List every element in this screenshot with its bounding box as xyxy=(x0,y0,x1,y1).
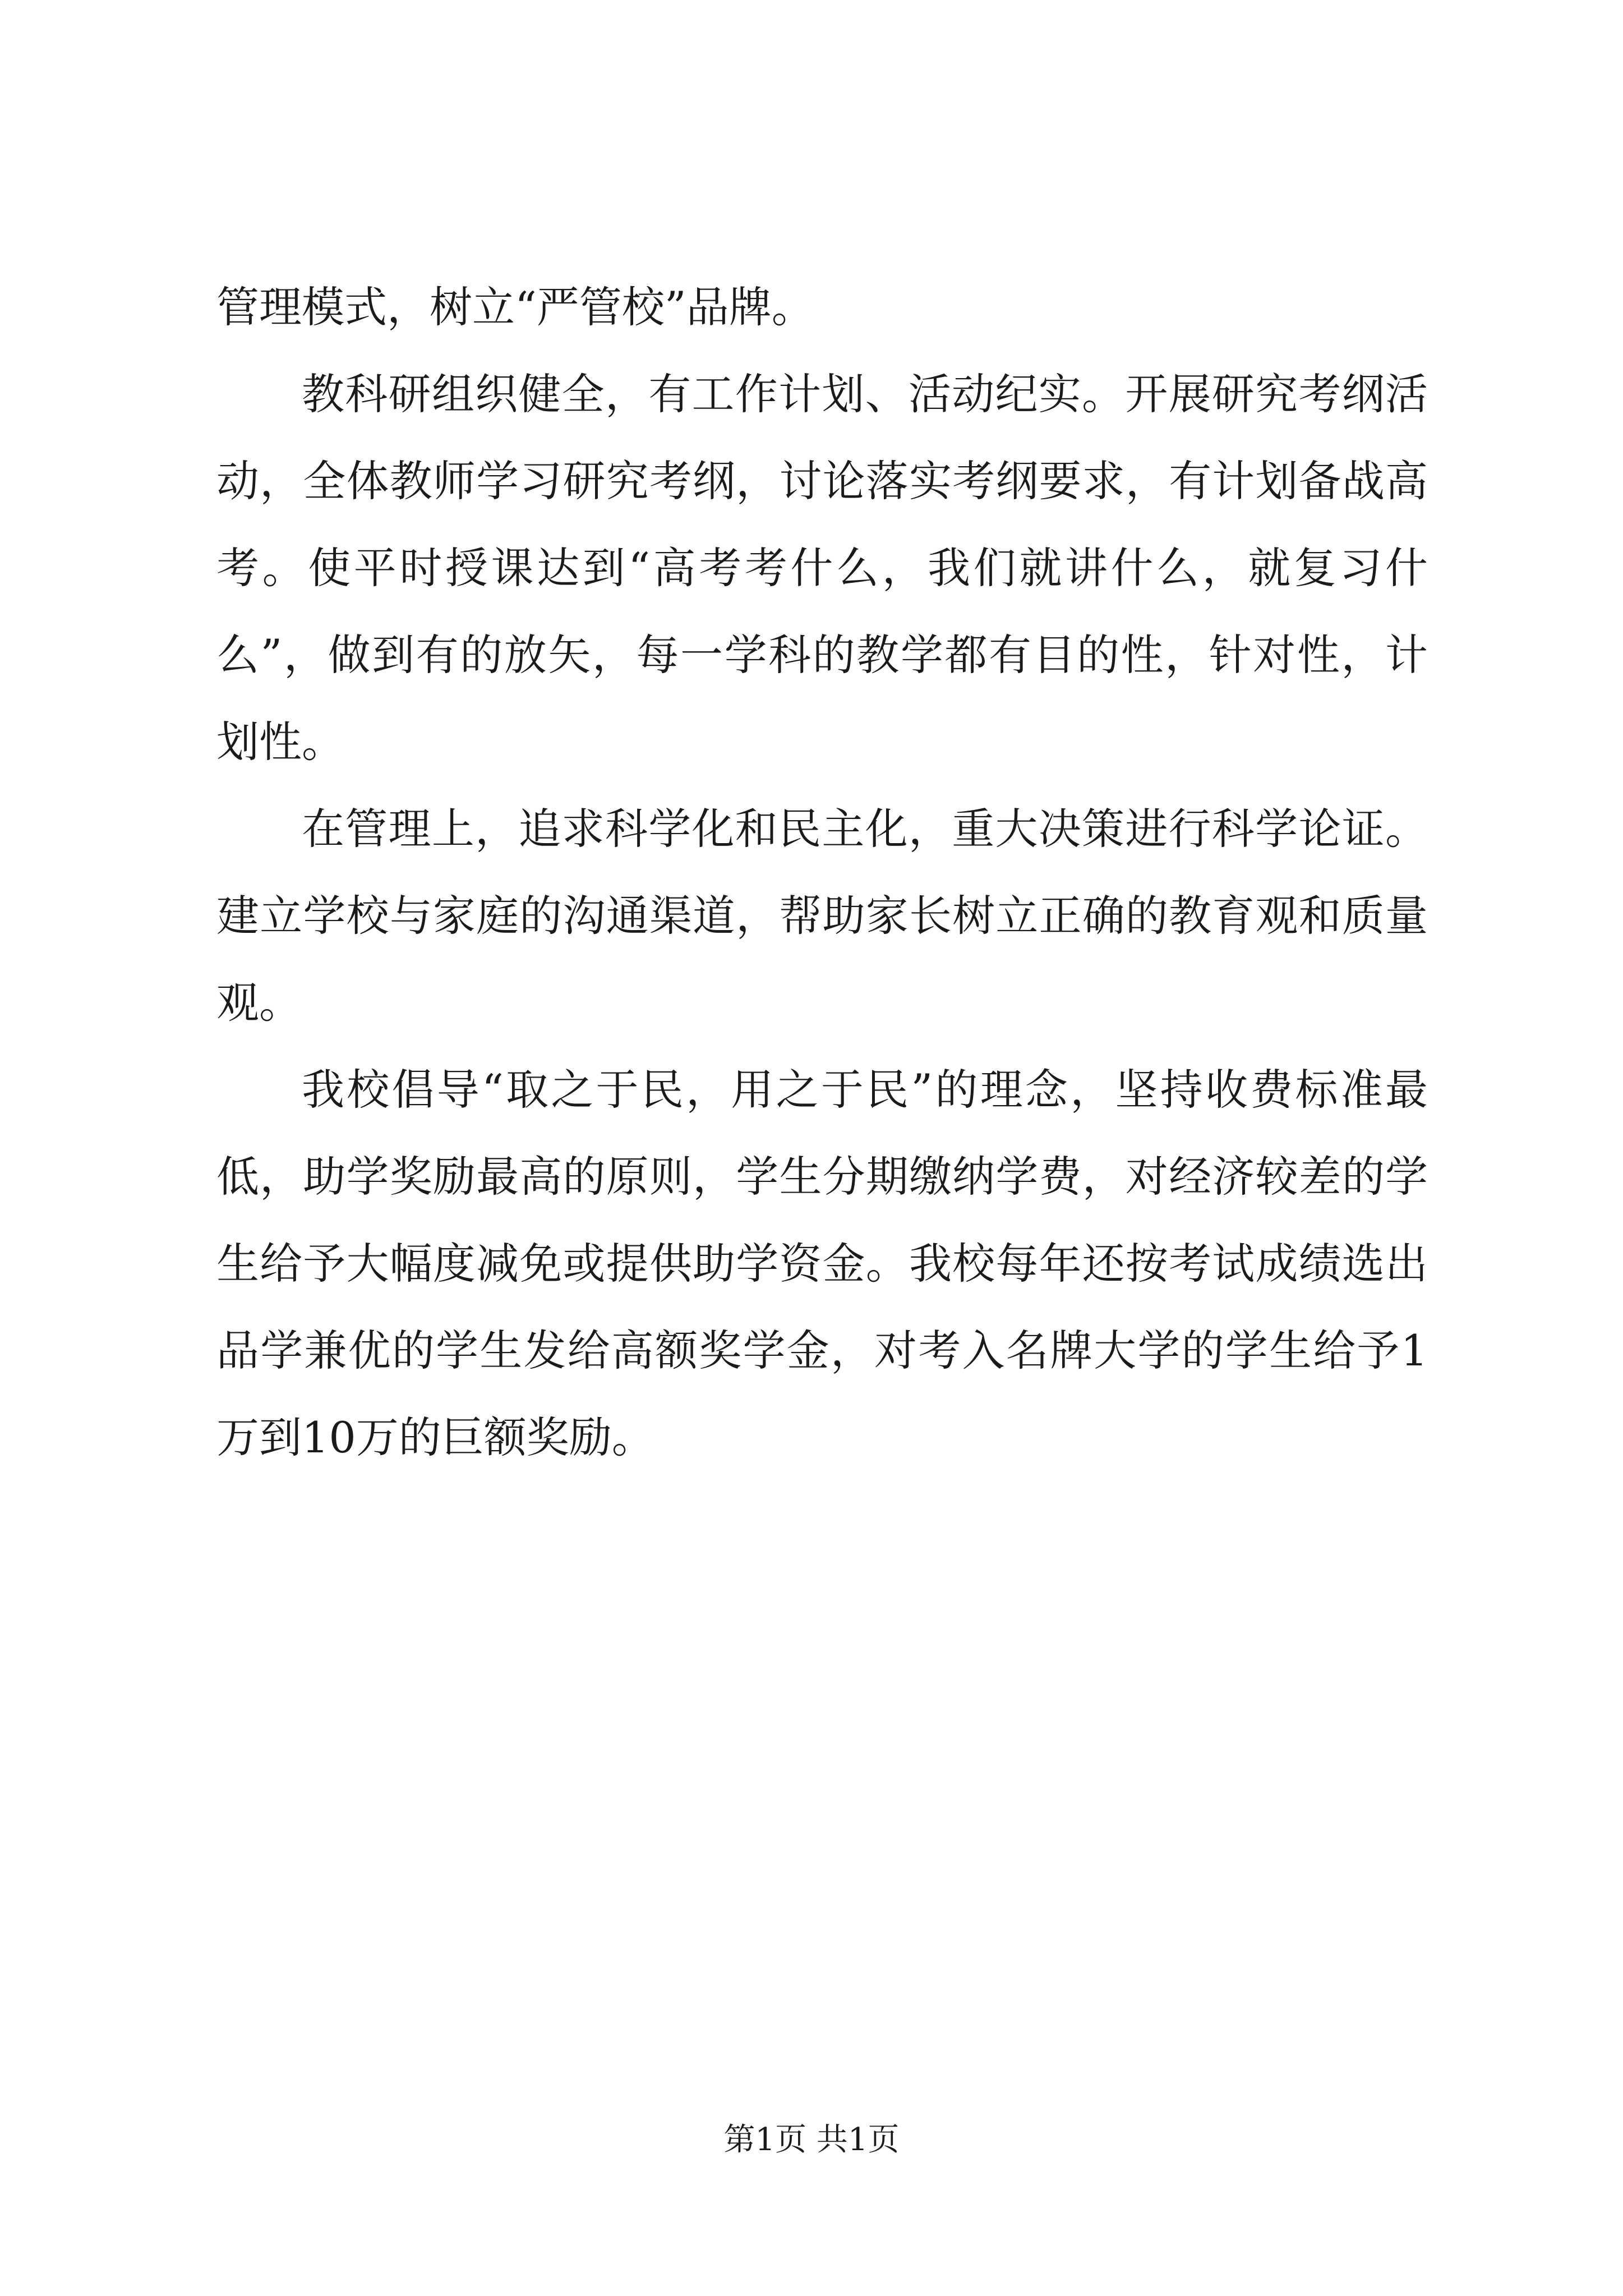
paragraph-continuation: 管理模式，树立“严管校”品牌。 xyxy=(216,282,814,332)
paragraph-research: 教科研组织健全，有工作计划、活动纪实。开展研究考纲活动，全体教师学习研究考纲，讨论落实考纲要求，有计划备战高考。使平时授课达到“高考考什么，我们就讲什么，就复习什么”，做到有的放矢，每一学科的教学都有目的性，针对性，计划性。 xyxy=(216,369,1428,767)
page-footer: 第1页 共1页 xyxy=(723,2122,900,2158)
paragraph-tuition-awards: 我校倡导“取之于民，用之于民”的理念，坚持收费标准最低，助学奖励最高的原则，学生分期缴纳学费，对经济较差的学生给予大幅度减免或提供助学资金。我校每年还按考试成绩选出品学兼优的学生发给高额奖学金，对考入名牌大学的学生给予1万到10万的巨额奖励。 xyxy=(216,1065,1428,1462)
paragraph-management: 在管理上，追求科学化和民主化，重大决策进行科学论证。建立学校与家庭的沟通渠道，帮助家长树立正确的教育观和质量观。 xyxy=(216,804,1428,1028)
document-body xyxy=(216,264,1428,1481)
